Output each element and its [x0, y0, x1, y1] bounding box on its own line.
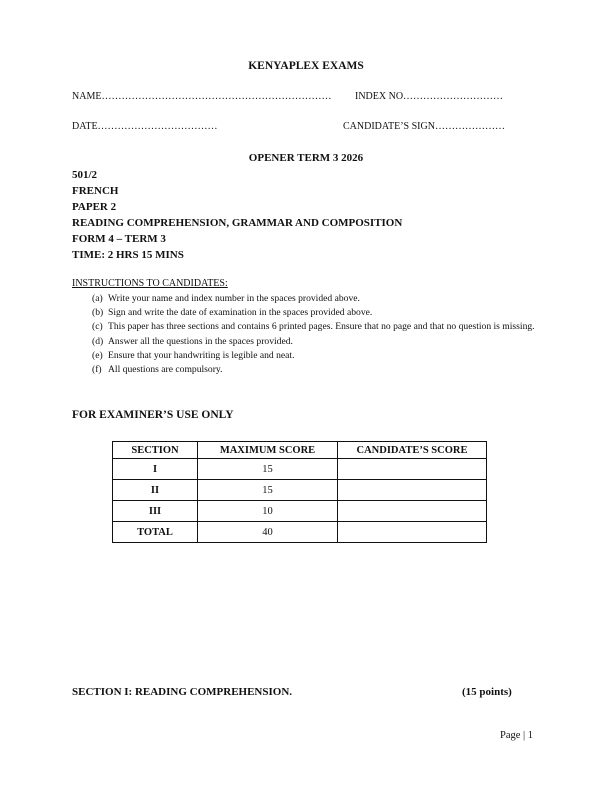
candidate-score-cell[interactable]: [338, 522, 487, 543]
section-points: (15 points): [462, 686, 512, 698]
header-section: SECTION: [113, 442, 198, 459]
max-score-cell: 10: [198, 501, 338, 522]
paper-title: READING COMPREHENSION, GRAMMAR AND COMPOSITION: [72, 217, 403, 229]
header-candidate-score: CANDIDATE’S SCORE: [338, 442, 487, 459]
subject: FRENCH: [72, 185, 119, 197]
header-maximum-score: MAXIMUM SCORE: [198, 442, 338, 459]
section-cell: III: [113, 501, 198, 522]
form-term: FORM 4 – TERM 3: [72, 233, 166, 245]
table-row-total: [113, 522, 487, 543]
instruction-item: (b) Sign and write the date of examination in the spaces provided above.: [92, 307, 373, 319]
section-cell: I: [113, 459, 198, 480]
instruction-item: (e) Ensure that your handwriting is legible and neat.: [92, 349, 295, 361]
max-score-cell: 15: [198, 480, 338, 501]
table-row: [113, 459, 487, 480]
candidate-score-cell[interactable]: [338, 501, 487, 522]
paper-meta: [72, 167, 402, 263]
instruction-item: (f) All questions are compulsory.: [92, 364, 223, 376]
paper-number: PAPER 2: [72, 201, 117, 213]
section-cell: II: [113, 480, 198, 501]
candidate-score-cell[interactable]: [338, 459, 487, 480]
score-table: [112, 441, 487, 543]
school-title: KENYAPLEX EXAMS: [248, 60, 364, 72]
index-number-field: INDEX NO…………………………: [355, 91, 504, 102]
paper-code: 501/2: [72, 169, 98, 181]
date-field: DATE………………………………: [72, 121, 218, 132]
candidate-score-cell[interactable]: [338, 480, 487, 501]
page-number: Page | 1: [500, 730, 534, 741]
table-row: [113, 501, 487, 522]
score-table-header-row: [113, 442, 487, 459]
instructions-list: [92, 292, 542, 377]
section-heading: SECTION I: READING COMPREHENSION.: [72, 686, 293, 698]
examiner-use-heading: FOR EXAMINER’S USE ONLY: [72, 409, 234, 421]
candidate-sign-field: CANDIDATE’S SIGN…………………: [343, 121, 505, 132]
exam-title: OPENER TERM 3 2026: [248, 152, 364, 164]
section-cell: TOTAL: [113, 522, 198, 543]
name-field: NAME……………………………………………………………: [72, 91, 332, 102]
instruction-item: (a) Write your name and index number in the spaces provided above.: [92, 293, 360, 304]
max-score-cell: 40: [198, 522, 338, 543]
instructions-heading: INSTRUCTIONS TO CANDIDATES:: [72, 278, 228, 289]
instruction-item: (c) This paper has three sections and contains 6 printed pages. Ensure that no page and that no question is missing.: [92, 321, 535, 333]
instruction-item: (d) Answer all the questions in the spaces provided.: [92, 335, 293, 347]
time-allowed: TIME: 2 HRS 15 MINS: [72, 249, 184, 261]
max-score-cell: 15: [198, 459, 338, 480]
table-row: [113, 480, 487, 501]
